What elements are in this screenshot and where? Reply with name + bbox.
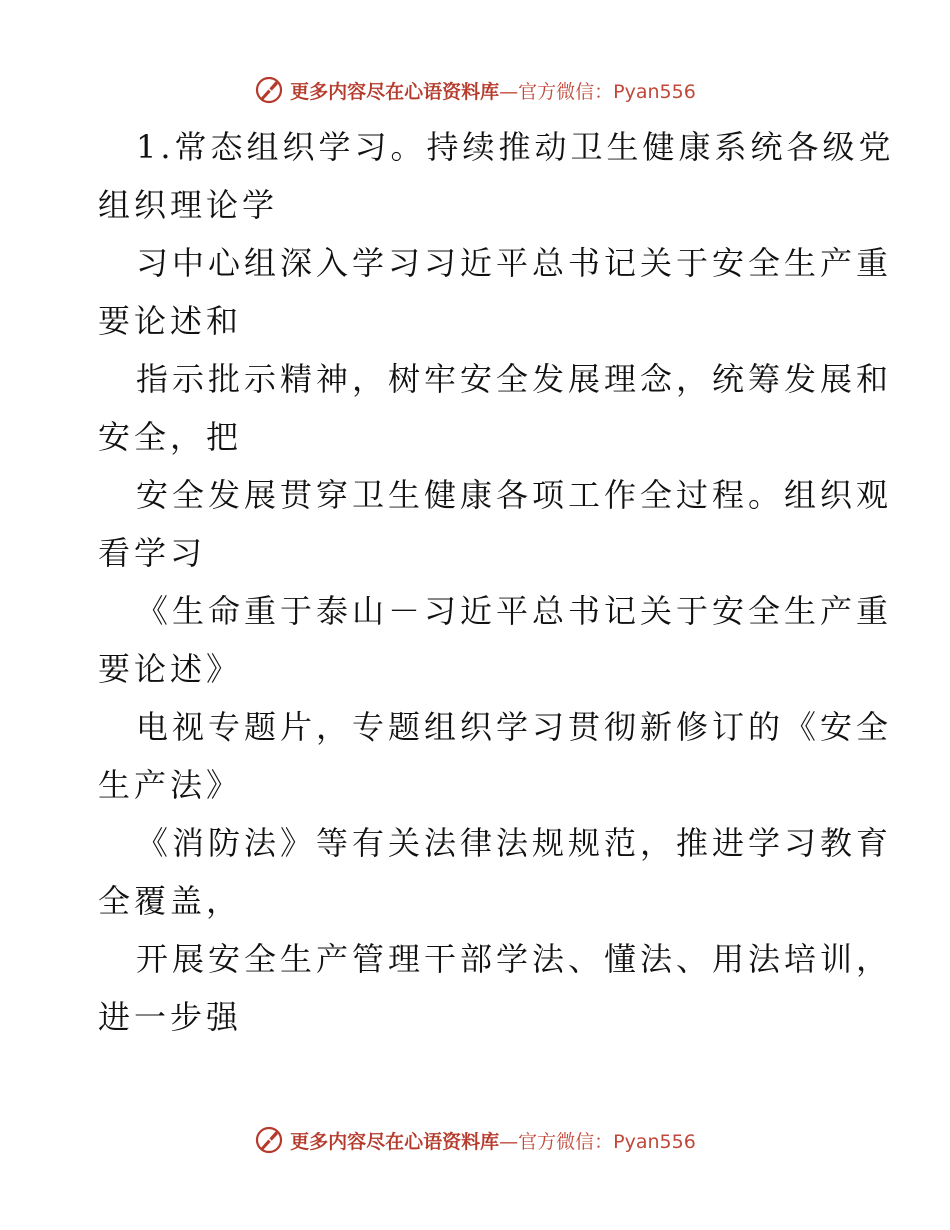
- footer-banner: [0, 1120, 950, 1160]
- text-line: 安全发展贯穿卫生健康各项工作全过程。组织观: [136, 476, 893, 514]
- text-line: 指示批示精神，树牢安全发展理念，统筹发展和: [136, 360, 893, 398]
- paragraph-3: [98, 350, 893, 466]
- header-banner: [0, 70, 950, 110]
- paragraph-6: [98, 698, 893, 814]
- text-line: 全覆盖，: [98, 882, 243, 920]
- text-line: 习中心组深入学习习近平总书记关于安全生产重: [136, 244, 893, 282]
- paragraph-7: [98, 814, 893, 930]
- text-line: 看学习: [98, 534, 207, 572]
- text-line: 进一步强: [98, 998, 243, 1036]
- text-line: 要论述和: [98, 302, 243, 340]
- text-line: 电视专题片，专题组织学习贯彻新修订的《安全: [136, 708, 893, 746]
- text-line: 生产法》: [98, 766, 243, 804]
- paragraph-8: [98, 930, 893, 1046]
- quill-seal-icon: [254, 1125, 284, 1155]
- paragraph-1: [98, 118, 895, 234]
- text-line: 《消防法》等有关法律法规规范，推进学习教育: [136, 824, 893, 862]
- text-line: 安全，把: [98, 418, 243, 456]
- text-line: 要论述》: [98, 650, 243, 688]
- banner-wechat-text: —官方微信：Pyan556: [499, 80, 696, 103]
- banner-site-text: 更多内容尽在心语资料库: [290, 80, 500, 103]
- text-line: 1.常态组织学习。持续推动卫生健康系统各级党: [136, 128, 895, 166]
- banner-wechat-text: —官方微信：Pyan556: [499, 1130, 696, 1153]
- text-line: 开展安全生产管理干部学法、懂法、用法培训，: [136, 940, 893, 978]
- text-line: 组织理论学: [98, 186, 279, 224]
- paragraph-4: [98, 466, 893, 582]
- text-line: 《生命重于泰山－习近平总书记关于安全生产重: [136, 592, 893, 630]
- paragraph-2: [98, 234, 893, 350]
- banner-site-text: 更多内容尽在心语资料库: [290, 1130, 500, 1153]
- document-body: [98, 118, 895, 1046]
- quill-seal-icon: [254, 75, 284, 105]
- paragraph-5: [98, 582, 893, 698]
